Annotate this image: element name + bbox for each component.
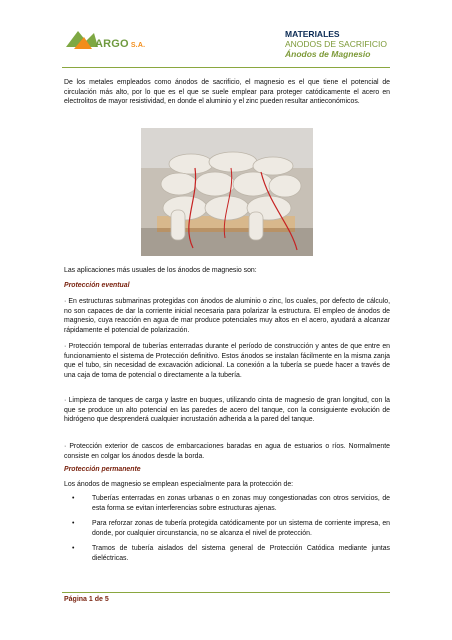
permanent-intro: Los ánodos de magnesio se emplean especialmente para la protección de: — [64, 481, 294, 488]
page-number: Página 1 de 5 — [64, 596, 109, 603]
intro-paragraph: De los metales empleados como ánodos de sacrificio, el magnesio es el que tiene el potencial de circulación más alto, por lo que es el que se suele emplear para proteger catódicamente el acero en electrolitos de mayor resistividad, en donde el aluminio y el zinc pueden resultar antieconómicos. — [64, 79, 390, 106]
eventual-paragraph-1: · En estructuras submarinas protegidas con ánodos de aluminio o zinc, los cuales, por defecto de cálculo, no son capaces de dar la corriente inicial necesaria para polarizar la estructura. El empleo de ánodos de magnesio, cuya reacción en agua de mar produce potenciales muy altos en el acero, ayudará a alcanzar rápidamente el potencial de polarización. — [64, 298, 390, 334]
bullet-icon: • — [72, 520, 75, 528]
list-item — [64, 544, 390, 563]
header-title: MATERIALES — [284, 29, 340, 39]
bullet-icon: • — [72, 495, 75, 502]
list-item-text: Tuberías enterradas en zonas urbanas o en zonas muy congestionadas con otros servicios, de esta forma se evitan interferencias sobre estructuras ajenas. — [92, 495, 390, 512]
applications-intro: Las aplicaciones más usuales de los ánodos de magnesio son: — [64, 267, 257, 274]
bullet-icon: • — [72, 545, 75, 553]
eventual-paragraph-2: · Protección temporal de tuberías enterradas durante el período de construcción y antes de que entre en funcionamiento el sistema de Protección definitivo. Estos ánodos se instalan fácilmente en la misma zanja que el tubo, sin necesidad de excavación adicional. La conexión a la tubería se puede hacer a través de una caja de toma de potencial o directamente a la tubería. — [64, 343, 390, 379]
list-item-text: Tramos de tubería aislados del sistema general de Protección Catódica mediante juntas dieléctricas. — [92, 545, 390, 562]
header-rule — [62, 67, 390, 68]
logo-name: ARGO — [95, 38, 129, 50]
permanent-heading: Protección permanente — [64, 466, 141, 473]
header-section: Ánodos de Magnesio — [284, 49, 371, 59]
logo-wordmark — [95, 38, 145, 50]
permanent-list — [64, 494, 390, 570]
anodes-photo — [141, 128, 313, 256]
list-item — [64, 494, 390, 513]
list-item — [64, 519, 390, 538]
logo-suffix: S.A. — [130, 42, 146, 49]
header-subtitle: ANODOS DE SACRIFICIO — [284, 39, 387, 49]
document-header — [285, 29, 387, 59]
eventual-paragraph-4: · Protección exterior de cascos de embarcaciones baradas en agua de estuarios o ríos. Normalmente consiste en colgar los ánodos desde la borda. — [64, 443, 390, 460]
list-item-text: Para reforzar zonas de tubería protegida catódicamente por un sistema de corriente impresa, en donde, por cualquier circunstancia, no se alcanza el nivel de protección. — [92, 520, 390, 537]
footer-rule — [62, 592, 390, 593]
eventual-heading: Protección eventual — [64, 282, 130, 289]
eventual-paragraph-3: · Limpieza de tanques de carga y lastre en buques, utilizando cinta de magnesio de gran longitud, con la que se produce un alto potencial en las paredes de acero del tanque, con la consiguiente evolución de hidrógeno que desprenderá cualquier incrustación adherida a la pared del tanque. — [64, 397, 390, 424]
